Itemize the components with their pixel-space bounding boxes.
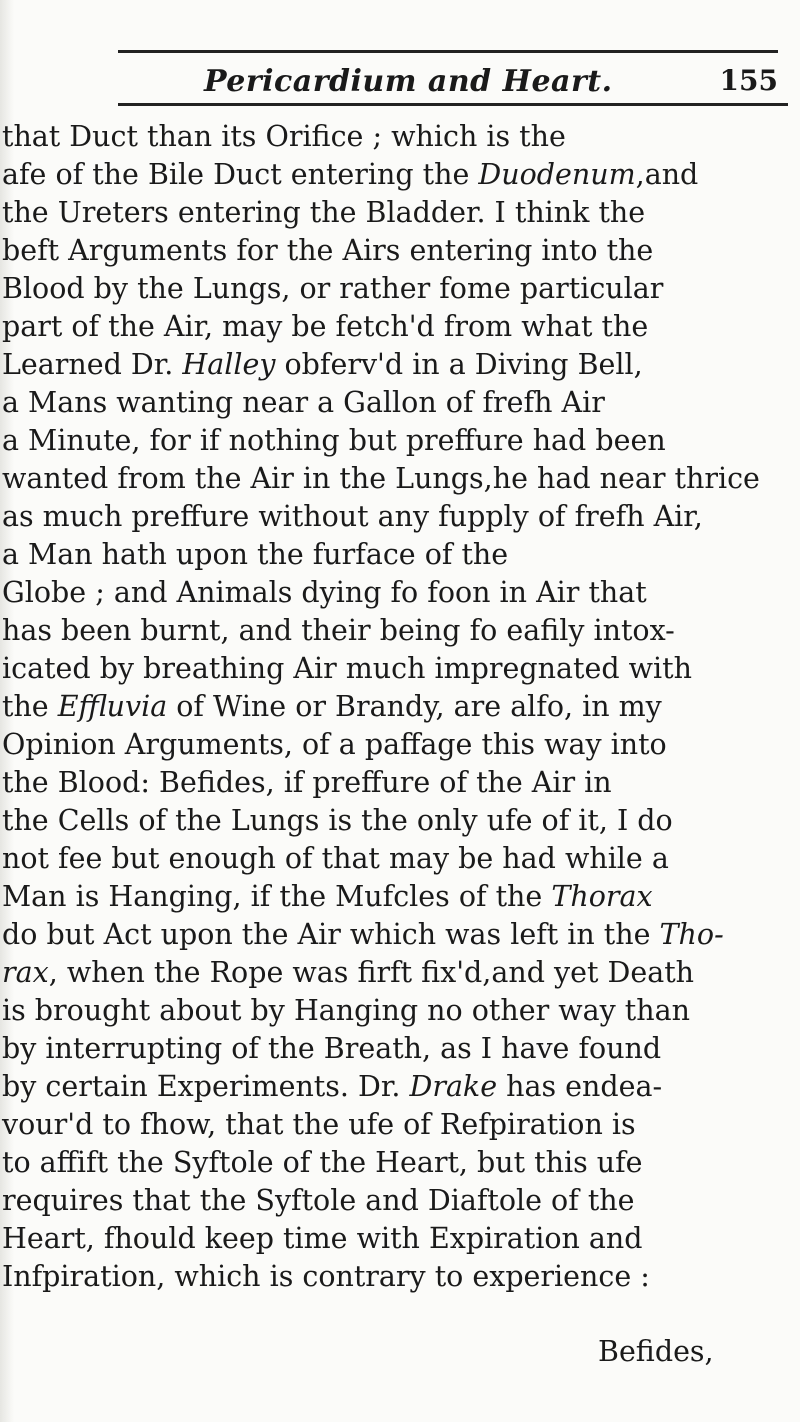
- text-line: to affift the Syftole of the Heart, but this ufe: [2, 1146, 643, 1179]
- page-number: 155: [719, 64, 778, 97]
- text-line: by interrupting of the Breath, as I have found: [2, 1032, 662, 1065]
- top-rule: [118, 50, 778, 53]
- page-header: [118, 56, 790, 108]
- running-head: Pericardium and Heart.: [204, 64, 613, 99]
- text-line: the Effluvia of Wine or Brandy, are alfo, in my: [2, 690, 662, 723]
- text-line: icated by breathing Air much impregnated with: [2, 652, 692, 685]
- text-line: do but Act upon the Air which was left in the Tho-: [2, 918, 724, 951]
- text-line: afe of the Bile Duct entering the Duodenum,and: [2, 158, 699, 191]
- text-line: the Blood: Befides, if preffure of the Air in: [2, 766, 612, 799]
- text-line: that Duct than its Orifice ; which is the: [2, 120, 566, 153]
- header-rule: [118, 103, 788, 106]
- text-line: a Man hath upon the furface of the: [2, 538, 509, 571]
- text-line: wanted from the Air in the Lungs,he had near thrice: [2, 462, 760, 495]
- text-line: the Ureters entering the Bladder. I think the: [2, 196, 646, 229]
- text-line: Learned Dr. Halley obferv'd in a Diving Bell,: [2, 348, 643, 381]
- text-line: Opinion Arguments, of a paffage this way into: [2, 728, 667, 761]
- text-line: has been burnt, and their being fo eafily intox-: [2, 614, 675, 647]
- text-line: Man is Hanging, if the Mufcles of the Thorax: [2, 880, 653, 913]
- text-line: vour'd to fhow, that the ufe of Refpiration is: [2, 1108, 636, 1141]
- text-line: is brought about by Hanging no other way than: [2, 994, 690, 1027]
- text-line: Blood by the Lungs, or rather fome particular: [2, 272, 664, 305]
- text-line: by certain Experiments. Dr. Drake has endea-: [2, 1070, 663, 1103]
- text-line: rax, when the Rope was firft fix'd,and yet Death: [2, 956, 695, 989]
- text-line: Infpiration, which is contrary to experience :: [2, 1260, 650, 1293]
- text-line: Globe ; and Animals dying fo foon in Air that: [2, 576, 647, 609]
- text-line: as much preffure without any fupply of frefh Air,: [2, 500, 703, 533]
- text-line: not fee but enough of that may be had while a: [2, 842, 669, 875]
- text-line: Heart, fhould keep time with Expiration and: [2, 1222, 643, 1255]
- catchword: Befides,: [598, 1335, 714, 1368]
- text-line: a Mans wanting near a Gallon of frefh Air: [2, 386, 605, 419]
- text-line: a Minute, for if nothing but preffure had been: [2, 424, 666, 457]
- text-line: the Cells of the Lungs is the only ufe of it, I do: [2, 804, 673, 837]
- text-line: requires that the Syftole and Diaftole of the: [2, 1184, 635, 1217]
- text-line: part of the Air, may be fetch'd from what the: [2, 310, 649, 343]
- text-line: beft Arguments for the Airs entering into the: [2, 234, 654, 267]
